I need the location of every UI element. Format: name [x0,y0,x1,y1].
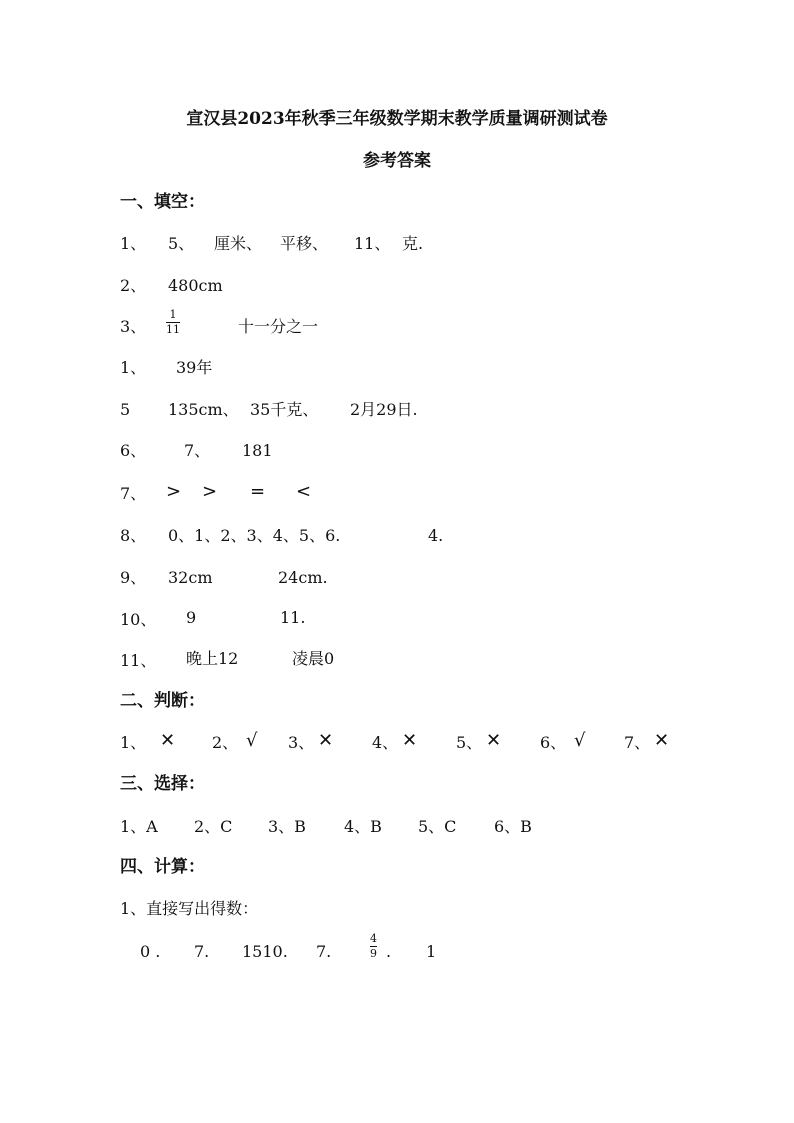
q6-number: 6、 [120,441,147,460]
judge-item-7-number: 7、 [624,733,651,752]
section-choice-heading: 三、选择： [120,774,205,794]
calc-fraction [370,933,377,960]
calc-fraction-denominator: 9 [370,947,377,960]
choice-item-4: 4、B [344,817,382,836]
q5-number: 5 [120,400,131,419]
q10-answer-b: 11. [280,608,306,627]
q8-answer-b: 4. [428,526,444,545]
q10-answer-a: 9 [186,608,197,627]
q2-answer-a: 480cm [168,276,223,295]
judge-item-3-number: 3、 [288,733,315,752]
page-subtitle: 参考答案 [363,151,431,171]
judge-item-3-mark: ✕ [318,730,334,751]
q7-answer-a: > [166,481,182,502]
q9-number: 9、 [120,568,147,587]
q5-answer-c: 2月29日. [350,400,418,419]
q9-answer-a: 32cm [168,568,213,587]
judge-item-6-mark: √ [574,730,586,751]
q6-answer-b: 181 [242,441,273,460]
q11-answer-a: 晚上12 [186,649,239,668]
section-fill-heading: 一、填空： [120,192,205,212]
judge-item-4-mark: ✕ [402,730,418,751]
q3-fraction-numerator: 1 [169,308,177,321]
calc-answer-b: 7. [194,942,210,961]
q10-number: 10、 [120,610,157,629]
judge-item-6-number: 6、 [540,733,567,752]
q8-number: 8、 [120,526,147,545]
q8-answer-a: 0、1、2、3、4、5、6. [168,526,341,545]
section-calc-heading: 四、计算： [120,857,205,877]
page-title: 宣汉县2023年秋季三年级数学期末教学质量调研测试卷 [186,109,608,129]
calc-answer-d: 7. [316,942,332,961]
judge-item-5-mark: ✕ [486,730,502,751]
calc-answer-a: 0 . [140,942,161,961]
q1-number: 1、 [120,234,147,253]
q1-answer-e: 克. [402,234,424,253]
calc-answer-c: 1510. [242,942,288,961]
judge-item-2-number: 2、 [212,733,239,752]
calc-fraction-numerator: 4 [370,932,377,945]
judge-item-7-mark: ✕ [654,730,670,751]
q1-answer-c: 平移、 [280,234,329,253]
q1-answer-a: 5、 [168,234,195,253]
q3-fraction [166,309,180,336]
q7-answer-d: < [296,481,312,502]
judge-item-1-number: 1、 [120,733,147,752]
q2-number: 2、 [120,276,147,295]
choice-item-1: 1、A [120,817,158,836]
q3-number: 3、 [120,317,147,336]
q6-answer-a: 7、 [184,441,211,460]
calc-q1-label: 1、直接写出得数： [120,899,259,918]
judge-item-5-number: 5、 [456,733,483,752]
q7-answer-c: = [250,481,266,502]
choice-item-3: 3、B [268,817,306,836]
q4-number: 1、 [120,358,147,377]
q1-answer-d: 11、 [354,234,391,253]
q7-number: 7、 [120,484,147,503]
judge-item-1-mark: ✕ [160,730,176,751]
q11-answer-b: 凌晨0 [292,649,335,668]
q11-number: 11、 [120,651,157,670]
q3-answer-b: 十一分之一 [238,317,319,336]
q9-answer-b: 24cm. [278,568,328,587]
choice-item-5: 5、C [418,817,457,836]
calc-answer-f: 1 [426,942,437,961]
q7-answer-b: > [202,481,218,502]
section-judge-heading: 二、判断： [120,691,205,711]
q1-answer-b: 厘米、 [214,234,263,253]
q4-answer-a: 39年 [176,358,213,377]
q5-answer-b: 35千克、 [250,400,319,419]
choice-item-2: 2、C [194,817,233,836]
q5-answer-a: 135cm、 [168,400,239,419]
calc-answer-e: . [386,942,392,961]
q3-fraction-denominator: 11 [166,323,180,336]
judge-item-2-mark: √ [246,730,258,751]
choice-item-6: 6、B [494,817,532,836]
judge-item-4-number: 4、 [372,733,399,752]
